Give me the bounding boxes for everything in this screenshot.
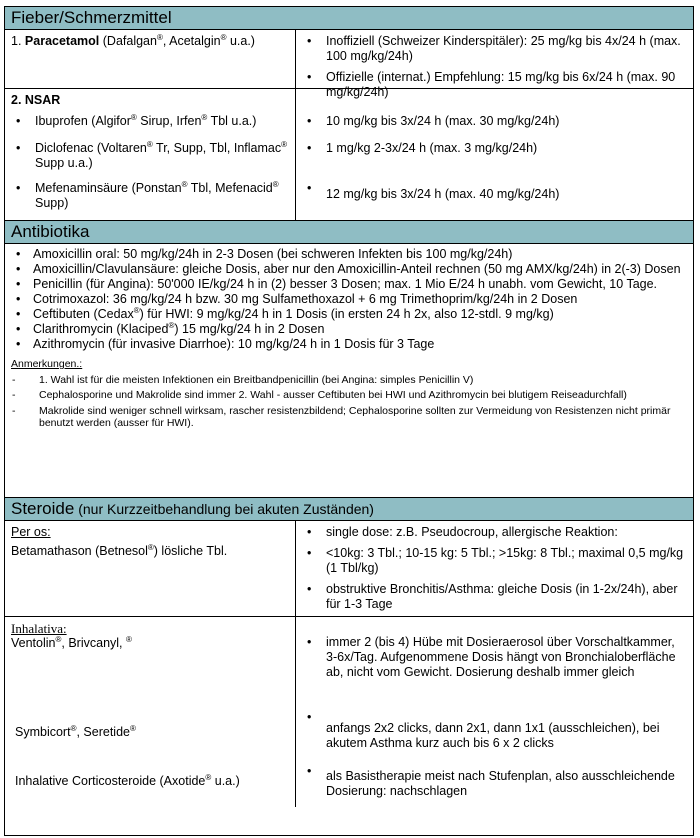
notes bbox=[11, 358, 687, 430]
note-item: - 1. Wahl ist für die meisten Infektionen ein Breitbandpenicillin (bei Angina: simples Penicillin V) bbox=[11, 374, 687, 387]
list-item: • Diclofenac (Voltaren® Tr, Supp, Tbl, Inflamac® Supp u.a.) bbox=[11, 141, 289, 181]
note-item: - Cephalosporine und Makrolide sind immer 2. Wahl - ausser Ceftibuten bei HWI und Azithromycin bei blutigem Reiseadurchfall) bbox=[11, 389, 687, 402]
list-item: • Clarithromycin (Klaciped®) 15 mg/kg/24 h in 2 Dosen bbox=[11, 322, 687, 337]
list-item: • Cotrimoxazol: 36 mg/kg/24 h bzw. 30 mg Sulfamethoxazol + 6 mg Trimethoprim/kg/24h in 2 Dosen bbox=[11, 292, 687, 307]
dose-item: • immer 2 (bis 4) Hübe mit Dosieraerosol über Vorschaltkammer, 3-6x/Tag. Aufgenommene Dosis hängt von Bronchialoberfläche ab, nicht vom Gewicht. Dosierung deshalb immer gleich bbox=[302, 635, 687, 710]
dosage-table bbox=[4, 6, 694, 836]
table-row-per-os bbox=[5, 521, 693, 617]
notes-title: Anmerkungen.: bbox=[11, 358, 83, 370]
dose-cell bbox=[296, 30, 693, 99]
drug-cell bbox=[5, 89, 296, 220]
section-header-steroide: Steroide (nur Kurzzeitbehandlung bei akuten Zuständen) bbox=[5, 498, 693, 521]
dose-cell bbox=[296, 617, 693, 807]
drug-name: Paracetamol bbox=[24, 34, 100, 48]
route-label: Per os: bbox=[11, 525, 51, 539]
dose-item: • <10kg: 3 Tbl.; 10-15 kg: 5 Tbl.; >15kg: 8 Tbl.; maximal 0,5 mg/kg (1 Tbl/kg) bbox=[302, 546, 687, 576]
dose-cell bbox=[296, 89, 693, 220]
dose-item: • als Basistherapie meist nach Stufenplan, also ausschleichende Dosierung: nachschlagen bbox=[302, 764, 687, 799]
table-row-nsar bbox=[5, 89, 693, 221]
list-item: • Penicillin (für Angina): 50'000 IE/kg/24 h in (2) besser 3 Dosen; max. 1 Mio E/24 h unabh. vom Gewicht, 10 Tage. bbox=[11, 277, 687, 292]
dose-item: • obstruktive Bronchitis/Asthma: gleiche Dosis (in 1-2x/24h), aber für 1-3 Tage bbox=[302, 582, 687, 612]
list-item: • Ibuprofen (Algifor® Sirup, Irfen® Tbl u.a.) bbox=[11, 114, 289, 141]
drug-cell: 1. Paracetamol (Dafalgan®, Acetalgin® u.a.) bbox=[5, 30, 296, 88]
group-title: 2. NSAR bbox=[11, 93, 61, 107]
list-item: • Azithromycin (für invasive Diarrhoe): 10 mg/kg/24 h in 1 Dosis für 3 Tage bbox=[11, 337, 687, 352]
dose-cell bbox=[296, 521, 693, 616]
antibiotics-block bbox=[5, 244, 693, 498]
section-header-antibiotika: Antibiotika bbox=[5, 221, 693, 244]
section-header-fieber: Fieber/Schmerzmittel bbox=[5, 7, 693, 30]
drug-cell: Per os: Betamathason (Betnesol®) lösliche Tbl. bbox=[5, 521, 296, 616]
dose-item: • 12 mg/kg bis 3x/24 h (max. 40 mg/kg/24h) bbox=[302, 181, 687, 202]
route-label: Inhalativa: bbox=[11, 621, 67, 636]
list-item: • Mefenaminsäure (Ponstan® Tbl, Mefenacid® Supp) bbox=[11, 181, 289, 211]
dose-item: • single dose: z.B. Pseudocroup, allergische Reaktion: bbox=[302, 525, 687, 540]
dose-item: • Offizielle (internat.) Empfehlung: 15 mg/kg bis 6x/24 h (max. 90 mg/kg/24h) bbox=[302, 70, 687, 100]
dose-item: • anfangs 2x2 clicks, dann 2x1, dann 1x1 (ausschleichen), bei akutem Asthma kurz auch bis 6 x 2 clicks bbox=[302, 710, 687, 764]
table-row-inhalativa bbox=[5, 617, 693, 807]
list-item: • Amoxicillin/Clavulansäure: gleiche Dosis, aber nur den Amoxicillin-Anteil rechnen (50 mg AMX/kg/24h) in 2(-3) Dosen bbox=[11, 262, 687, 277]
dose-item: • 10 mg/kg bis 3x/24 h (max. 30 mg/kg/24h) bbox=[302, 114, 687, 141]
note-item: - Makrolide sind weniger schnell wirksam, rascher resistenzbildend; Cephalosporine sollten zur Vermeidung von Resistenzen nicht primär benutzt werden (ausser für HWI). bbox=[11, 405, 687, 430]
list-item: • Ceftibuten (Cedax®) für HWI: 9 mg/kg/24 h in 1 Dosis (in ersten 24 h 2x, also 12-stdl. 9 mg/kg) bbox=[11, 307, 687, 322]
table-row-paracetamol bbox=[5, 30, 693, 99]
list-item: • Amoxicillin oral: 50 mg/kg/24h in 2-3 Dosen (bei schweren Infekten bis 100 mg/kg/24h) bbox=[11, 247, 687, 262]
dose-item: • 1 mg/kg 2-3x/24 h (max. 3 mg/kg/24h) bbox=[302, 141, 687, 181]
dose-item: • Inoffiziell (Schweizer Kinderspitäler): 25 mg/kg bis 4x/24 h (max. 100 mg/kg/24h) bbox=[302, 34, 687, 64]
drug-cell: Inhalativa: Ventolin®, Brivcanyl, ® Symbicort®, Seretide® Inhalative Corticosteroide (Axotide® u.a.) bbox=[5, 617, 296, 807]
